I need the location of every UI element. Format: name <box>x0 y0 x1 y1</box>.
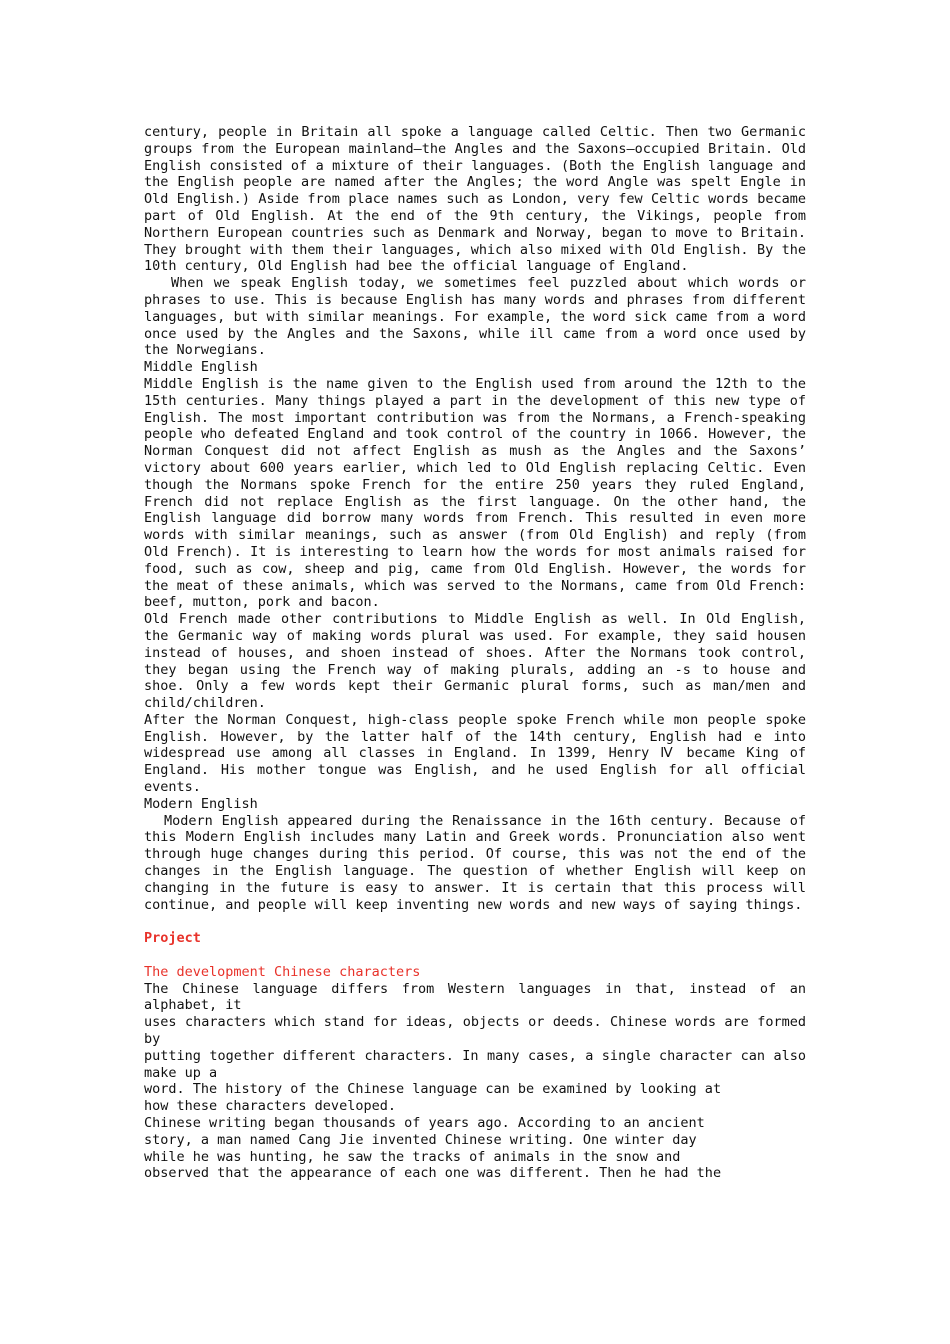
chinese-line: how these characters developed. <box>144 1098 396 1115</box>
chinese-line: The Chinese language differs from Western languages in that, instead of an alphabet, it <box>144 980 806 1014</box>
spacer <box>144 947 806 964</box>
chinese-line: Chinese writing began thousands of years ago. According to an ancient <box>144 1115 705 1132</box>
document-page <box>144 124 806 1182</box>
paragraph-modern-english: Modern English appeared during the Renaissance in the 16th century. Because of this Modern English includes many Latin and Greek words. Pronunciation also went through huge changes during this period. Of course, this was not the end of the changes in the English language. The question of whether English will keep on changing in the future is easy to answer. It is certain that this process will continue, and people will keep inventing new words and new ways of saying things. <box>144 812 806 913</box>
paragraph-puzzled-words: When we speak English today, we sometimes feel puzzled about which words or phrases to use. This is because English has many words and phrases from different languages, but with similar meanings. For example, the word sick came from a word once used by the Angles and the Saxons, while ill came from a word once used by the Norwegians. <box>144 275 806 359</box>
chinese-line: while he was hunting, he saw the tracks of animals in the snow and <box>144 1148 681 1165</box>
heading-modern-english: Modern English <box>144 795 258 812</box>
project-title: Project <box>144 930 201 947</box>
chinese-line: observed that the appearance of each one was different. Then he had the <box>144 1165 722 1182</box>
paragraph-norman-conquest: After the Norman Conquest, high-class people spoke French while mon people spoke English. However, by the latter half of the 14th century, English had e into widespread use among all classes in England. In 1399, Henry Ⅳ became King of England. His mother tongue was English, and he used English for all official events. <box>144 711 806 796</box>
chinese-line: story, a man named Cang Jie invented Chinese writing. One winter day <box>144 1131 697 1148</box>
chinese-line: word. The history of the Chinese language can be examined by looking at <box>144 1081 722 1098</box>
project-subtitle: The development Chinese characters <box>144 963 421 980</box>
chinese-line: putting together different characters. In many cases, a single character can also make up a <box>144 1047 806 1081</box>
paragraph-old-english: century, people in Britain all spoke a language called Celtic. Then two Germanic groups from the European mainland—the Angles and the Saxons—occupied Britain. Old English consisted of a mixture of their languages. (Both the English language and the English people are named after the Angles; the word Angle was spelt Engle in Old English.) Aside from place names such as London, very few Celtic words became part of Old English. At the end of the 9th century, the Vikings, people from Northern European countries such as Denmark and Norway, began to move to Britain. They brought with them their languages, which also mixed with Old English. By the 10th century, Old English had bee the official language of England. <box>144 124 806 275</box>
heading-middle-english: Middle English <box>144 359 258 376</box>
spacer <box>144 913 806 930</box>
paragraph-middle-english: Middle English is the name given to the English used from around the 12th to the 15th centuries. Many things played a part in the development of this new type of English. The most important contribution was from the Normans, a French-speaking people who defeated England and took control of the country in 1066. However, the Norman Conquest did not affect English as mush as the Angles and the Saxons’ victory about 600 years earlier, which led to Old English replacing Celtic. Even though the Normans spoke French for the entire 250 years they ruled England, French did not replace English as the first language. On the other hand, the English language did borrow many words from French. This resulted in even more words with similar meanings, such as answer (from Old English) and reply (from Old French). It is interesting to learn how the words for most animals raised for food, such as cow, sheep and pig, came from Old English. However, the words for the meat of these animals, which was served to the Normans, came from Old French: beef, mutton, pork and bacon. <box>144 375 806 611</box>
chinese-line: uses characters which stand for ideas, objects or deeds. Chinese words are formed by <box>144 1014 806 1048</box>
paragraph-old-french: Old French made other contributions to Middle English as well. In Old English, the Germanic way of making words plural was used. For example, they said housen instead of houses, and shoen instead of shoes. After the Normans took control, they began using the French way of making plurals, adding an -s to house and shoe. Only a few words kept their Germanic plural forms, such as man/men and child/children. <box>144 611 806 712</box>
